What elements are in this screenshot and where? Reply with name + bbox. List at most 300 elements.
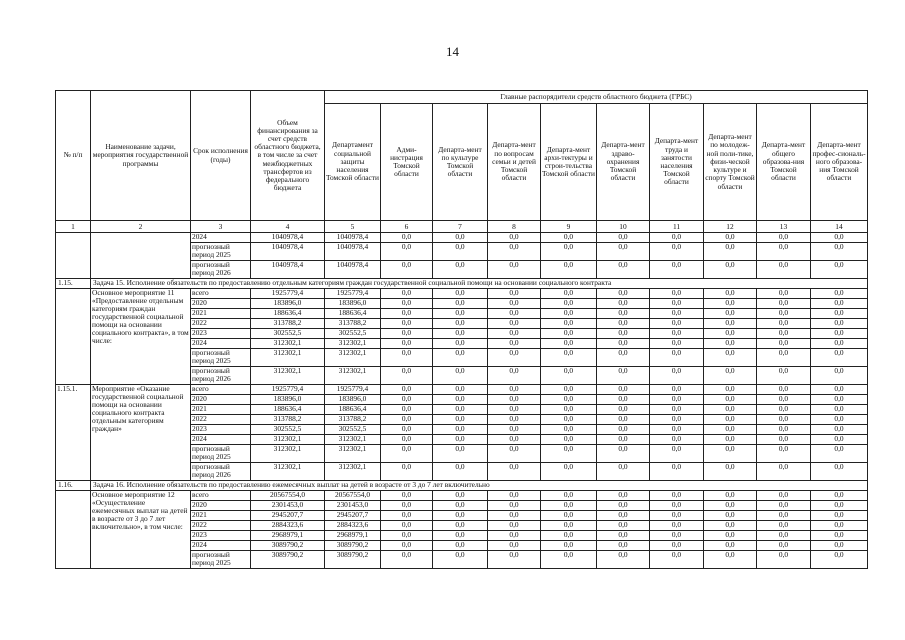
period-cell: прогнозный период 2026 [191,463,251,481]
grbs-cell-6: 0,0 [597,243,650,261]
grbs-cell-2: 0,0 [381,405,433,415]
grbs-cell-8: 0,0 [704,405,757,415]
grbs-cell-3: 0,0 [433,309,488,319]
grbs-cell-3: 0,0 [433,445,488,463]
grbs-cell-4: 0,0 [488,435,541,445]
grbs-cell-1: 312302,1 [325,445,381,463]
period-cell: прогнозный период 2025 [191,243,251,261]
grbs-cell-1: 312302,1 [325,367,381,385]
grbs-cell-3: 0,0 [433,385,488,395]
grbs-cell-3: 0,0 [433,531,488,541]
grbs-cell-3: 0,0 [433,299,488,309]
header-grbs-title: Главные распорядители средств областного бюджета (ГРБС) [325,91,868,104]
grbs-cell-7: 0,0 [650,425,704,435]
grbs-cell-8: 0,0 [704,243,757,261]
header-col-term: Срок исполнения (годы) [191,91,251,221]
volume-cell: 188636,4 [251,309,325,319]
grbs-cell-9: 0,0 [757,367,811,385]
period-cell: 2022 [191,415,251,425]
volume-cell: 312302,1 [251,445,325,463]
period-cell: 2024 [191,339,251,349]
grbs-cell-6: 0,0 [597,339,650,349]
grbs-cell-5: 0,0 [541,349,597,367]
grbs-cell-10: 0,0 [811,319,868,329]
volume-cell: 1925779,4 [251,289,325,299]
column-number-11: 11 [650,221,704,233]
grbs-cell-3: 0,0 [433,319,488,329]
volume-cell: 313788,2 [251,415,325,425]
measure-name: Основное мероприятие 11 «Предоставление отдельным категориям граждан государственной социальной помощи на основании социального контракта», в том числе: [91,289,191,385]
grbs-cell-1: 1040978,4 [325,261,381,279]
grbs-cell-5: 0,0 [541,309,597,319]
grbs-cell-7: 0,0 [650,463,704,481]
column-number-14: 14 [811,221,868,233]
grbs-cell-2: 0,0 [381,541,433,551]
grbs-cell-4: 0,0 [488,501,541,511]
grbs-cell-10: 0,0 [811,233,868,243]
header-grbs-2: Адми-нистрация Томской области [381,104,433,221]
grbs-cell-6: 0,0 [597,463,650,481]
grbs-cell-10: 0,0 [811,385,868,395]
grbs-cell-3: 0,0 [433,415,488,425]
grbs-cell-9: 0,0 [757,415,811,425]
grbs-cell-7: 0,0 [650,435,704,445]
grbs-cell-6: 0,0 [597,405,650,415]
volume-cell: 1040978,4 [251,233,325,243]
period-cell: 2023 [191,329,251,339]
grbs-cell-10: 0,0 [811,329,868,339]
grbs-cell-8: 0,0 [704,511,757,521]
grbs-cell-10: 0,0 [811,243,868,261]
grbs-cell-9: 0,0 [757,395,811,405]
grbs-cell-5: 0,0 [541,395,597,405]
task-text: Задача 16. Исполнение обязательств по предоставлению ежемесячных выплат на детей в возрасте от 3 до 7 лет включительно [91,481,868,491]
column-number-row [56,221,868,233]
volume-cell: 313788,2 [251,319,325,329]
grbs-cell-2: 0,0 [381,329,433,339]
volume-cell: 183896,0 [251,395,325,405]
header-grbs-1: Департамент социальной защиты населения Томской области [325,104,381,221]
page-number: 14 [446,44,459,59]
grbs-cell-8: 0,0 [704,289,757,299]
grbs-cell-2: 0,0 [381,233,433,243]
header-grbs-9: Департа-мент общего образова-ния Томской области [757,104,811,221]
grbs-cell-2: 0,0 [381,511,433,521]
grbs-cell-10: 0,0 [811,521,868,531]
measure-name: Мероприятие «Оказание государственной социальной помощи на основании социального контракта отдельным категориям граждан» [91,385,191,481]
grbs-cell-4: 0,0 [488,309,541,319]
grbs-cell-1: 20567554,0 [325,491,381,501]
grbs-cell-7: 0,0 [650,233,704,243]
grbs-cell-8: 0,0 [704,367,757,385]
grbs-cell-4: 0,0 [488,349,541,367]
grbs-cell-3: 0,0 [433,243,488,261]
column-number-5: 5 [325,221,381,233]
grbs-cell-10: 0,0 [811,445,868,463]
column-number-13: 13 [757,221,811,233]
grbs-cell-3: 0,0 [433,329,488,339]
grbs-cell-5: 0,0 [541,329,597,339]
grbs-cell-5: 0,0 [541,405,597,415]
grbs-cell-1: 188636,4 [325,309,381,319]
grbs-cell-10: 0,0 [811,289,868,299]
grbs-cell-6: 0,0 [597,309,650,319]
column-number-2: 2 [91,221,191,233]
grbs-cell-9: 0,0 [757,551,811,569]
period-cell: прогнозный период 2026 [191,261,251,279]
grbs-cell-8: 0,0 [704,385,757,395]
grbs-cell-4: 0,0 [488,445,541,463]
grbs-cell-4: 0,0 [488,551,541,569]
column-number-10: 10 [597,221,650,233]
grbs-cell-10: 0,0 [811,339,868,349]
grbs-cell-1: 188636,4 [325,405,381,415]
grbs-cell-9: 0,0 [757,435,811,445]
grbs-cell-2: 0,0 [381,349,433,367]
grbs-cell-7: 0,0 [650,339,704,349]
grbs-cell-8: 0,0 [704,309,757,319]
grbs-cell-5: 0,0 [541,531,597,541]
grbs-cell-4: 0,0 [488,511,541,521]
grbs-cell-2: 0,0 [381,521,433,531]
grbs-cell-6: 0,0 [597,289,650,299]
volume-cell: 1040978,4 [251,243,325,261]
grbs-cell-2: 0,0 [381,299,433,309]
volume-cell: 312302,1 [251,349,325,367]
grbs-cell-9: 0,0 [757,541,811,551]
period-cell: всего [191,491,251,501]
grbs-cell-6: 0,0 [597,233,650,243]
grbs-cell-2: 0,0 [381,463,433,481]
grbs-cell-6: 0,0 [597,319,650,329]
grbs-cell-5: 0,0 [541,385,597,395]
period-cell: всего [191,289,251,299]
grbs-cell-10: 0,0 [811,463,868,481]
grbs-cell-3: 0,0 [433,463,488,481]
grbs-cell-5: 0,0 [541,541,597,551]
grbs-cell-7: 0,0 [650,491,704,501]
grbs-cell-8: 0,0 [704,435,757,445]
grbs-cell-8: 0,0 [704,521,757,531]
grbs-cell-3: 0,0 [433,521,488,531]
period-cell: 2020 [191,395,251,405]
header-grbs-8: Департа-мент по молодеж-ной поли-тике, физи-ческой культуре и спорту Томской области [704,104,757,221]
task-text: Задача 15. Исполнение обязательств по предоставлению отдельным категориям граждан государственной социальной помощи на основании социального контракта [91,279,868,289]
grbs-cell-6: 0,0 [597,261,650,279]
grbs-cell-2: 0,0 [381,261,433,279]
grbs-cell-2: 0,0 [381,531,433,541]
header-col-volume: Объем финансирования за счет средств областного бюджета, в том числе за счет межбюджетных трансфертов из федерального бюджета [251,91,325,221]
grbs-cell-8: 0,0 [704,491,757,501]
grbs-cell-3: 0,0 [433,261,488,279]
grbs-cell-10: 0,0 [811,367,868,385]
grbs-cell-8: 0,0 [704,233,757,243]
grbs-cell-5: 0,0 [541,339,597,349]
grbs-cell-5: 0,0 [541,511,597,521]
grbs-cell-3: 0,0 [433,551,488,569]
task-row [56,481,868,491]
grbs-cell-5: 0,0 [541,425,597,435]
grbs-cell-2: 0,0 [381,339,433,349]
grbs-cell-7: 0,0 [650,541,704,551]
grbs-cell-10: 0,0 [811,541,868,551]
volume-cell: 1040978,4 [251,261,325,279]
grbs-cell-7: 0,0 [650,349,704,367]
grbs-cell-8: 0,0 [704,261,757,279]
grbs-cell-6: 0,0 [597,329,650,339]
period-cell: 2020 [191,299,251,309]
grbs-cell-4: 0,0 [488,395,541,405]
volume-cell: 312302,1 [251,367,325,385]
grbs-cell-5: 0,0 [541,521,597,531]
period-cell: 2022 [191,521,251,531]
budget-table [55,90,868,569]
grbs-cell-1: 183896,0 [325,395,381,405]
grbs-cell-3: 0,0 [433,367,488,385]
grbs-cell-5: 0,0 [541,415,597,425]
grbs-cell-7: 0,0 [650,299,704,309]
grbs-cell-1: 2945207,7 [325,511,381,521]
grbs-cell-9: 0,0 [757,501,811,511]
grbs-cell-7: 0,0 [650,319,704,329]
column-number-12: 12 [704,221,757,233]
period-cell: 2022 [191,319,251,329]
period-cell: прогнозный период 2025 [191,445,251,463]
grbs-cell-1: 1925779,4 [325,289,381,299]
grbs-cell-7: 0,0 [650,243,704,261]
header-row-1 [56,91,868,104]
grbs-cell-3: 0,0 [433,405,488,415]
table-row [56,289,868,299]
grbs-cell-4: 0,0 [488,385,541,395]
grbs-cell-7: 0,0 [650,367,704,385]
table-row [56,491,868,501]
grbs-cell-10: 0,0 [811,501,868,511]
period-cell: 2021 [191,405,251,415]
grbs-cell-5: 0,0 [541,491,597,501]
grbs-cell-4: 0,0 [488,367,541,385]
grbs-cell-2: 0,0 [381,435,433,445]
period-cell: 2023 [191,531,251,541]
grbs-cell-7: 0,0 [650,329,704,339]
grbs-cell-9: 0,0 [757,521,811,531]
grbs-cell-4: 0,0 [488,405,541,415]
period-cell: прогнозный период 2026 [191,367,251,385]
grbs-cell-7: 0,0 [650,501,704,511]
grbs-cell-3: 0,0 [433,289,488,299]
grbs-cell-8: 0,0 [704,339,757,349]
grbs-cell-6: 0,0 [597,349,650,367]
grbs-cell-3: 0,0 [433,349,488,367]
grbs-cell-4: 0,0 [488,233,541,243]
grbs-cell-2: 0,0 [381,551,433,569]
grbs-cell-8: 0,0 [704,501,757,511]
grbs-cell-1: 1040978,4 [325,233,381,243]
grbs-cell-2: 0,0 [381,319,433,329]
grbs-cell-8: 0,0 [704,319,757,329]
row-number [56,289,91,385]
grbs-cell-5: 0,0 [541,289,597,299]
grbs-cell-4: 0,0 [488,531,541,541]
volume-cell: 302552,5 [251,329,325,339]
grbs-cell-8: 0,0 [704,541,757,551]
period-cell: 2020 [191,501,251,511]
grbs-cell-3: 0,0 [433,501,488,511]
column-number-3: 3 [191,221,251,233]
volume-cell: 2945207,7 [251,511,325,521]
volume-cell: 188636,4 [251,405,325,415]
grbs-cell-1: 312302,1 [325,339,381,349]
table-row [56,233,868,243]
grbs-cell-9: 0,0 [757,233,811,243]
volume-cell: 183896,0 [251,299,325,309]
period-cell: 2024 [191,541,251,551]
header-grbs-6: Департа-мент здраво-охранения Томской области [597,104,650,221]
grbs-cell-8: 0,0 [704,463,757,481]
grbs-cell-9: 0,0 [757,405,811,415]
grbs-cell-4: 0,0 [488,289,541,299]
grbs-cell-1: 312302,1 [325,463,381,481]
volume-cell: 3089790,2 [251,551,325,569]
column-number-7: 7 [433,221,488,233]
grbs-cell-8: 0,0 [704,425,757,435]
grbs-cell-4: 0,0 [488,299,541,309]
period-cell: всего [191,385,251,395]
task-number: 1.16. [56,481,91,491]
row-number: 1.15.1. [56,385,91,481]
grbs-cell-7: 0,0 [650,309,704,319]
grbs-cell-9: 0,0 [757,243,811,261]
grbs-cell-9: 0,0 [757,445,811,463]
grbs-cell-3: 0,0 [433,511,488,521]
grbs-cell-2: 0,0 [381,243,433,261]
volume-cell: 1925779,4 [251,385,325,395]
row-number [56,491,91,569]
grbs-cell-1: 1040978,4 [325,243,381,261]
grbs-cell-4: 0,0 [488,339,541,349]
column-number-9: 9 [541,221,597,233]
grbs-cell-5: 0,0 [541,445,597,463]
volume-cell: 2884323,6 [251,521,325,531]
grbs-cell-5: 0,0 [541,233,597,243]
volume-cell: 2301453,0 [251,501,325,511]
period-cell: 2024 [191,435,251,445]
grbs-cell-10: 0,0 [811,491,868,501]
grbs-cell-7: 0,0 [650,261,704,279]
grbs-cell-9: 0,0 [757,349,811,367]
grbs-cell-3: 0,0 [433,425,488,435]
grbs-cell-10: 0,0 [811,405,868,415]
grbs-cell-8: 0,0 [704,445,757,463]
grbs-cell-7: 0,0 [650,531,704,541]
volume-cell: 312302,1 [251,435,325,445]
grbs-cell-8: 0,0 [704,395,757,405]
grbs-cell-3: 0,0 [433,435,488,445]
grbs-cell-9: 0,0 [757,319,811,329]
grbs-cell-10: 0,0 [811,531,868,541]
grbs-cell-1: 302552,5 [325,329,381,339]
grbs-cell-9: 0,0 [757,329,811,339]
grbs-cell-7: 0,0 [650,521,704,531]
grbs-cell-1: 313788,2 [325,415,381,425]
grbs-cell-10: 0,0 [811,435,868,445]
header-col-no: № п/п [56,91,91,221]
volume-cell: 312302,1 [251,463,325,481]
volume-cell: 312302,1 [251,339,325,349]
period-cell: 2024 [191,233,251,243]
grbs-cell-4: 0,0 [488,415,541,425]
grbs-cell-9: 0,0 [757,309,811,319]
grbs-cell-6: 0,0 [597,425,650,435]
column-number-8: 8 [488,221,541,233]
volume-cell: 20567554,0 [251,491,325,501]
grbs-cell-8: 0,0 [704,531,757,541]
grbs-cell-5: 0,0 [541,319,597,329]
grbs-cell-4: 0,0 [488,243,541,261]
table-body [56,91,868,569]
grbs-cell-10: 0,0 [811,551,868,569]
grbs-cell-10: 0,0 [811,261,868,279]
grbs-cell-8: 0,0 [704,415,757,425]
grbs-cell-2: 0,0 [381,501,433,511]
grbs-cell-6: 0,0 [597,415,650,425]
header-grbs-4: Департа-мент по вопросам семьи и детей Томской области [488,104,541,221]
grbs-cell-10: 0,0 [811,415,868,425]
grbs-cell-5: 0,0 [541,463,597,481]
grbs-cell-5: 0,0 [541,435,597,445]
grbs-cell-1: 312302,1 [325,349,381,367]
grbs-cell-9: 0,0 [757,531,811,541]
grbs-cell-3: 0,0 [433,339,488,349]
grbs-cell-4: 0,0 [488,425,541,435]
grbs-cell-4: 0,0 [488,491,541,501]
grbs-cell-10: 0,0 [811,511,868,521]
grbs-cell-6: 0,0 [597,445,650,463]
grbs-cell-5: 0,0 [541,261,597,279]
grbs-cell-6: 0,0 [597,521,650,531]
grbs-cell-9: 0,0 [757,339,811,349]
grbs-cell-2: 0,0 [381,289,433,299]
period-cell: 2023 [191,425,251,435]
grbs-cell-6: 0,0 [597,299,650,309]
grbs-cell-5: 0,0 [541,367,597,385]
grbs-cell-6: 0,0 [597,531,650,541]
grbs-cell-10: 0,0 [811,299,868,309]
grbs-cell-7: 0,0 [650,395,704,405]
grbs-cell-6: 0,0 [597,511,650,521]
grbs-cell-6: 0,0 [597,367,650,385]
grbs-cell-2: 0,0 [381,367,433,385]
grbs-cell-4: 0,0 [488,261,541,279]
grbs-cell-10: 0,0 [811,309,868,319]
grbs-cell-2: 0,0 [381,445,433,463]
grbs-cell-7: 0,0 [650,405,704,415]
grbs-cell-6: 0,0 [597,435,650,445]
row-number [56,233,91,279]
grbs-cell-5: 0,0 [541,551,597,569]
grbs-cell-6: 0,0 [597,395,650,405]
column-number-4: 4 [251,221,325,233]
grbs-cell-9: 0,0 [757,491,811,501]
grbs-cell-3: 0,0 [433,233,488,243]
measure-name: Основное мероприятие 12 «Осуществление ежемесячных выплат на детей в возрасте от 3 до 7 лет включительно», в том числе: [91,491,191,569]
grbs-cell-10: 0,0 [811,349,868,367]
grbs-cell-10: 0,0 [811,425,868,435]
grbs-cell-8: 0,0 [704,329,757,339]
grbs-cell-1: 2884323,6 [325,521,381,531]
grbs-cell-6: 0,0 [597,551,650,569]
task-row [56,279,868,289]
